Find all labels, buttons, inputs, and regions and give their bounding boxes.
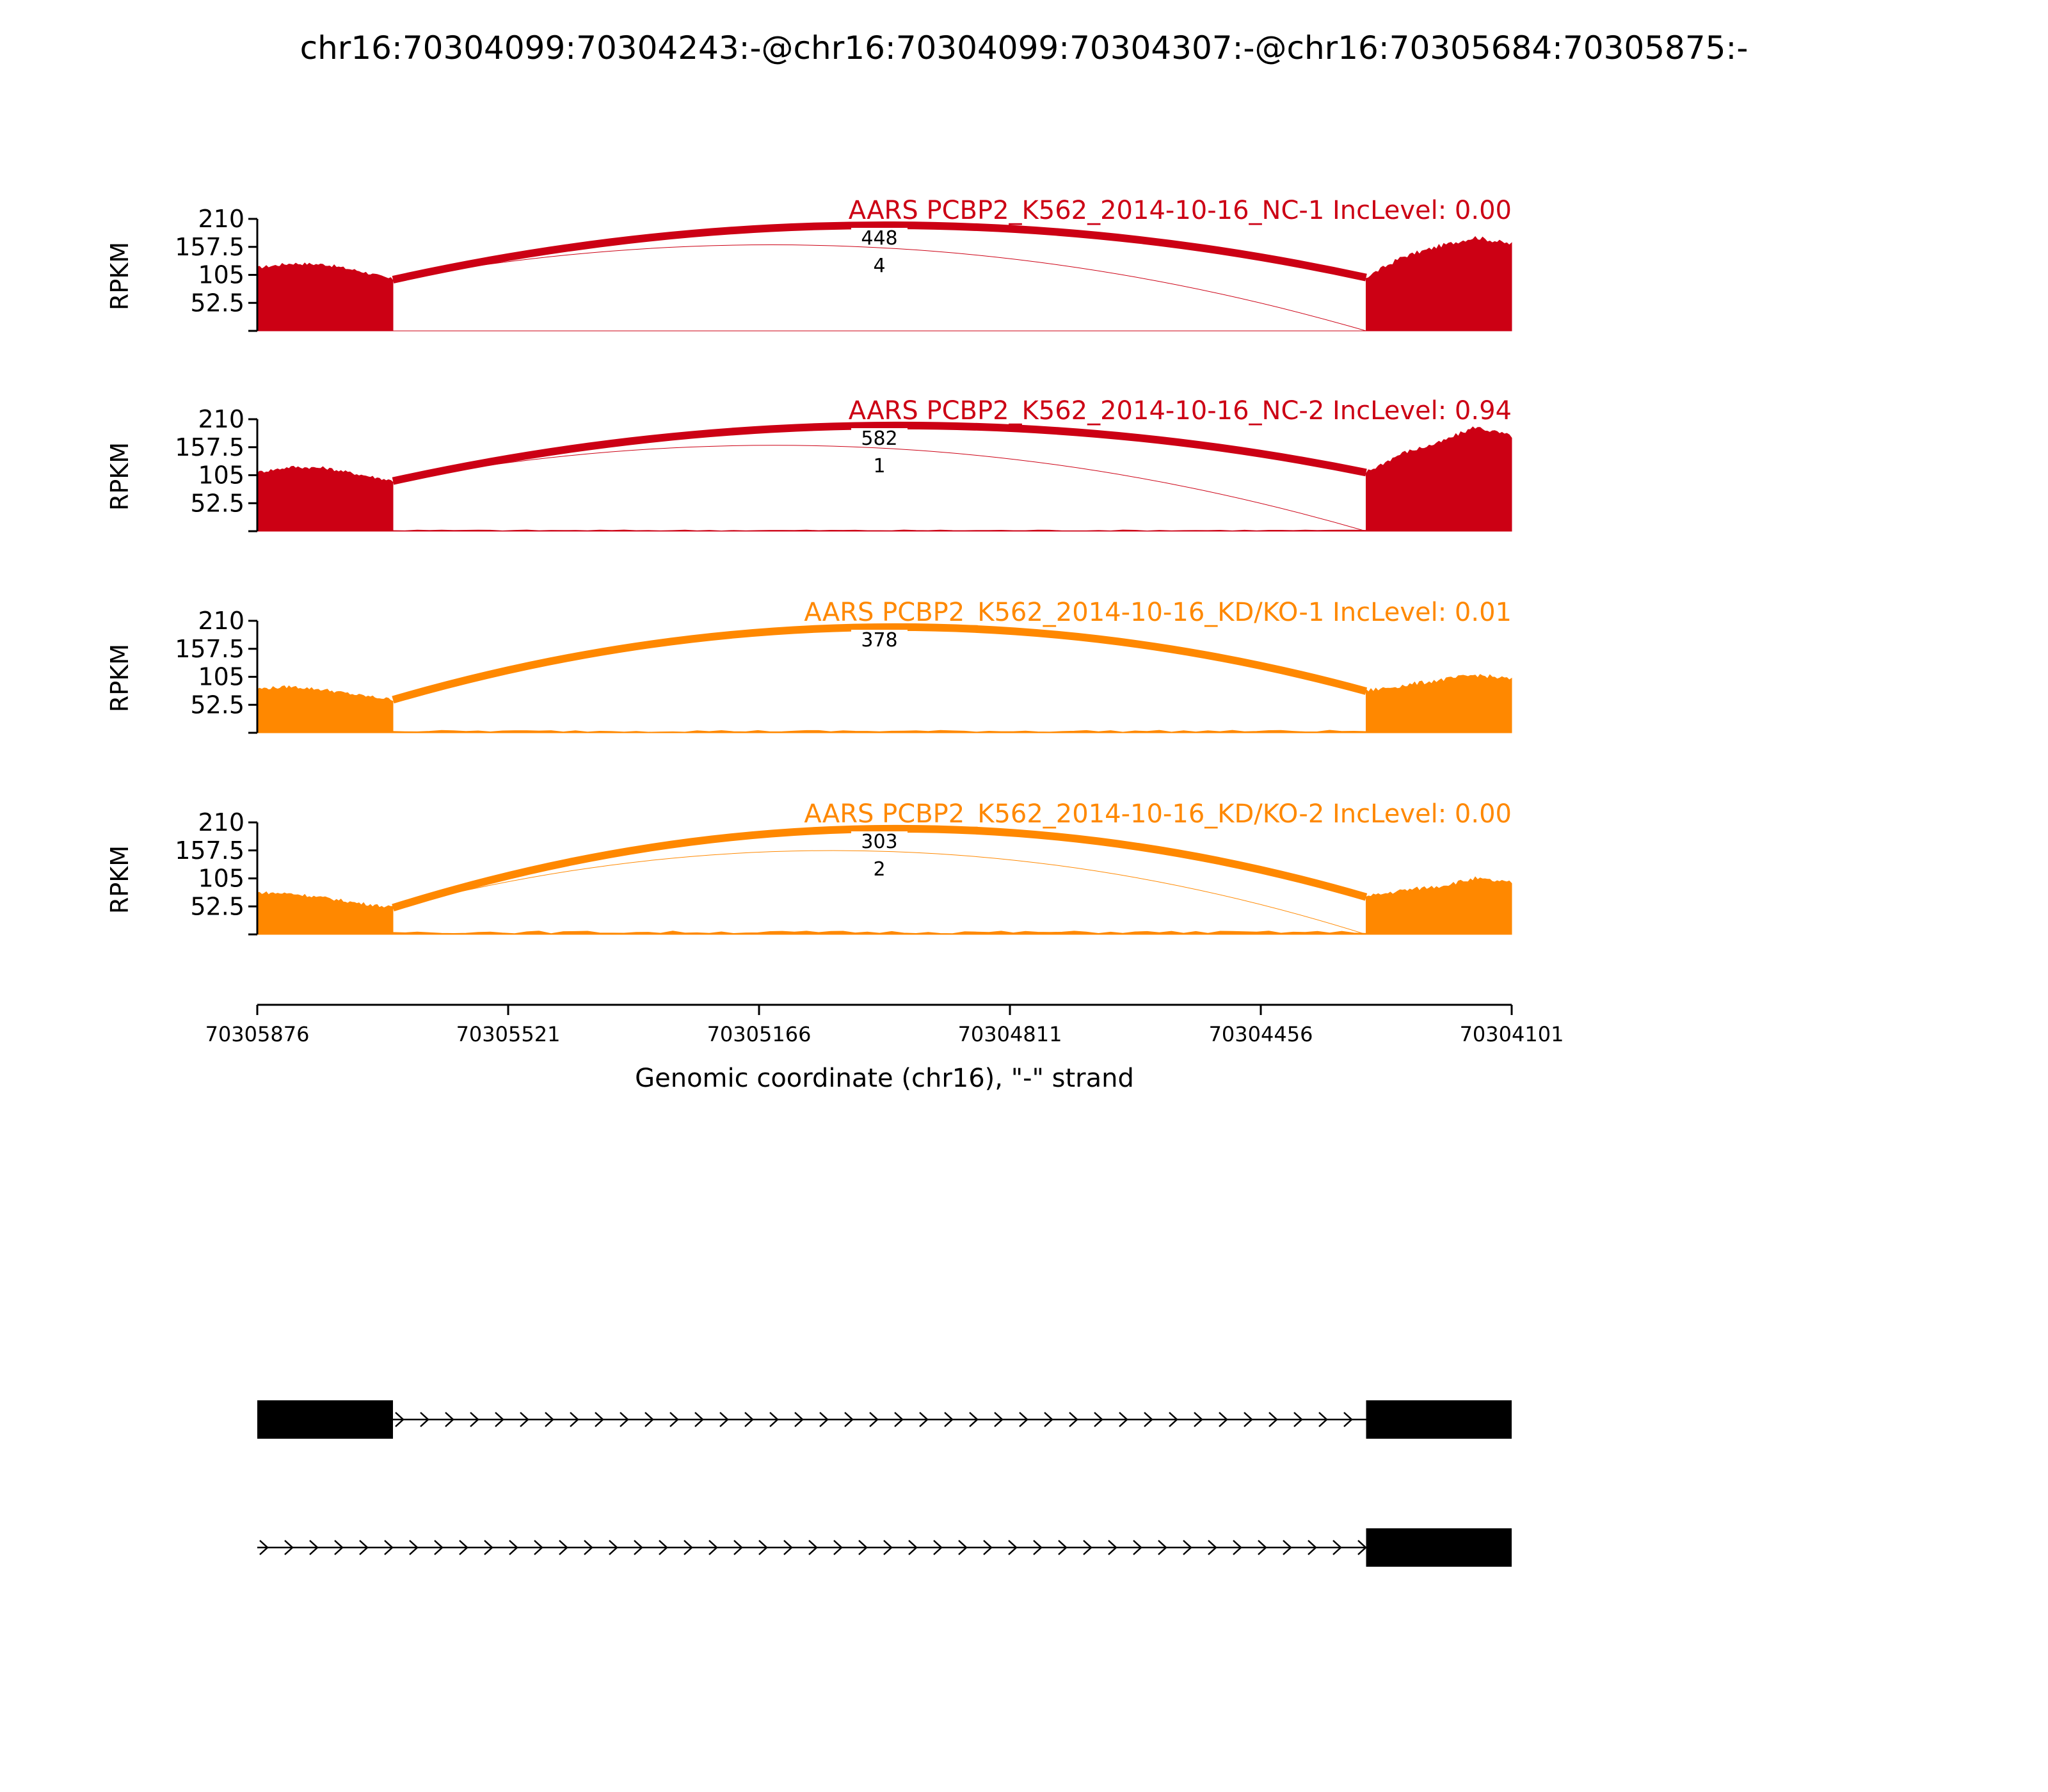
exon-block: [1366, 1400, 1512, 1439]
x-tick-label: 70304811: [957, 1022, 1062, 1046]
exon-block: [1366, 1528, 1512, 1567]
junction-count: 303: [861, 831, 898, 853]
y-tick-label: 157.5: [175, 433, 244, 461]
y-tick-label: 105: [198, 864, 244, 893]
coverage-tracks: [106, 196, 1512, 934]
junction-count: 378: [861, 629, 898, 652]
y-tick-label: 52.5: [190, 691, 244, 719]
y-axis-label: RPKM: [106, 241, 134, 311]
track-label: AARS PCBP2_K562_2014-10-16_KD/KO-1 IncLevel: 0.01: [804, 598, 1512, 627]
y-axis-label: RPKM: [106, 845, 134, 915]
y-tick-label: 52.5: [190, 489, 244, 518]
x-axis-label: Genomic coordinate (chr16), "-" strand: [635, 1064, 1134, 1093]
junction-count: 2: [873, 858, 886, 881]
junction-count: 1: [873, 455, 886, 477]
isoform-models: [257, 1400, 1512, 1567]
chart-title: chr16:70304099:70304243:-@chr16:70304099:70304307:-@chr16:70305684:70305875:-: [300, 29, 1748, 67]
y-tick-label: 105: [198, 461, 244, 490]
x-tick-label: 70304456: [1208, 1022, 1313, 1046]
y-tick-label: 210: [198, 405, 244, 433]
track: [106, 598, 1512, 733]
track-label: AARS PCBP2_K562_2014-10-16_NC-2 IncLevel: 0.94: [848, 396, 1512, 426]
x-tick-label: 70305521: [456, 1022, 561, 1046]
y-tick-label: 157.5: [175, 634, 244, 663]
y-tick-label: 105: [198, 260, 244, 289]
y-tick-label: 210: [198, 607, 244, 635]
x-axis: [205, 1005, 1564, 1093]
y-tick-label: 105: [198, 662, 244, 691]
track: [106, 396, 1512, 531]
junction-count: 448: [861, 227, 898, 250]
track-label: AARS PCBP2_K562_2014-10-16_NC-1 IncLevel: 0.00: [848, 196, 1512, 225]
y-tick-label: 210: [198, 808, 244, 836]
y-tick-label: 210: [198, 205, 244, 233]
y-tick-label: 52.5: [190, 892, 244, 921]
junction-count: 582: [861, 428, 898, 450]
track: [106, 799, 1512, 934]
y-tick-label: 52.5: [190, 289, 244, 317]
junction-count: 4: [873, 255, 886, 277]
y-axis-label: RPKM: [106, 442, 134, 511]
x-tick-label: 70305166: [707, 1022, 812, 1046]
y-tick-label: 157.5: [175, 836, 244, 865]
exon-block: [257, 1400, 393, 1439]
track: [106, 196, 1512, 331]
coverage-area: [257, 237, 1512, 331]
isoform-1: [257, 1400, 1512, 1439]
track-label: AARS PCBP2_K562_2014-10-16_KD/KO-2 IncLevel: 0.00: [804, 799, 1512, 829]
isoform-2: [257, 1528, 1512, 1567]
y-axis-label: RPKM: [106, 643, 134, 713]
x-tick-label: 70305876: [205, 1022, 310, 1046]
y-tick-label: 157.5: [175, 232, 244, 261]
x-tick-label: 70304101: [1459, 1022, 1564, 1046]
